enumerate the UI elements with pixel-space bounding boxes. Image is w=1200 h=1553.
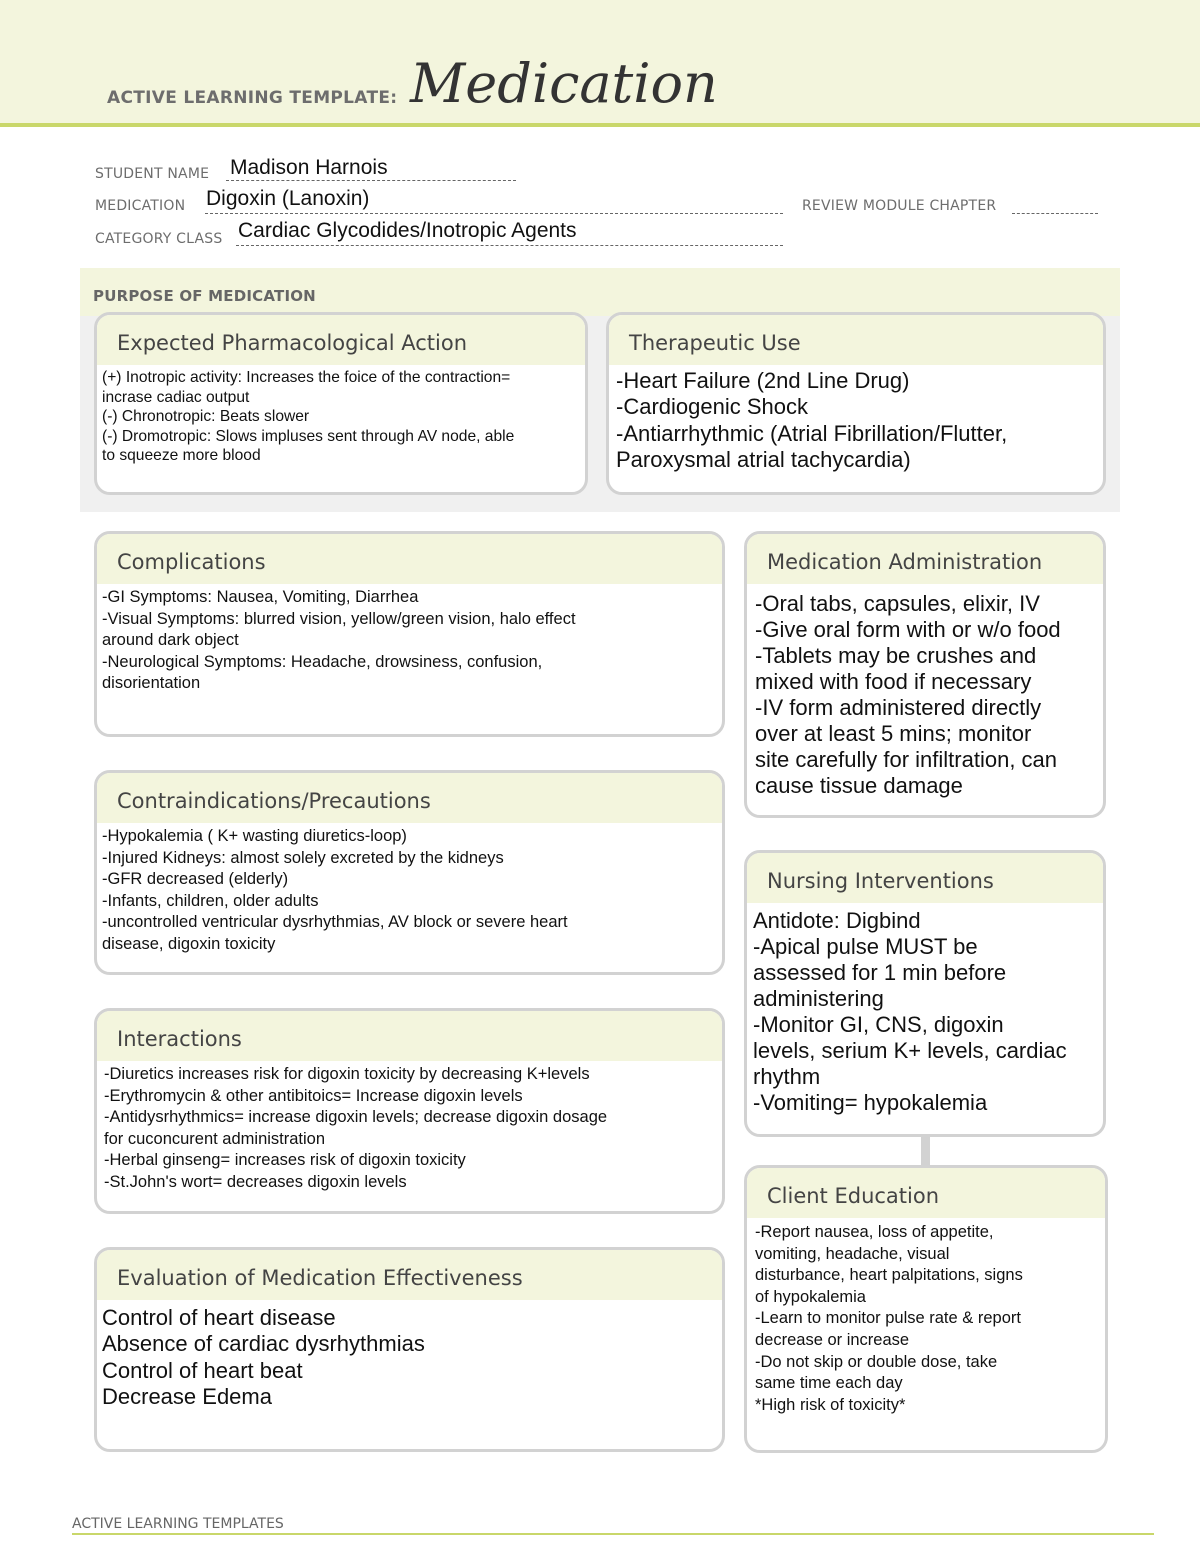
administration-line: -Give oral form with or w/o food [755, 617, 1061, 642]
interactions-content[interactable] [97, 1061, 722, 1194]
therapeutic-use-line: -Cardiogenic Shock [616, 394, 808, 420]
medication-value[interactable]: Digoxin (Lanoxin) [206, 187, 370, 210]
evaluation-line: Control of heart beat [102, 1357, 303, 1383]
student-name-value[interactable]: Madison Harnois [230, 156, 388, 179]
nursing-line: assessed for 1 min before [753, 960, 1007, 985]
education-title: Client Education [747, 1168, 1105, 1218]
interactions-line: -St.John's wort= decreases digoxin levels [104, 1172, 407, 1191]
nursing-title: Nursing Interventions [747, 853, 1103, 903]
education-content[interactable] [747, 1218, 1105, 1416]
complications-line: around dark object [102, 631, 239, 650]
evaluation-content[interactable] [97, 1300, 722, 1410]
complications-line: -Neurological Symptoms: Headache, drowsiness, confusion, [102, 652, 543, 671]
nursing-line: rhythm [753, 1064, 821, 1089]
review-module-label: REVIEW MODULE CHAPTER [802, 198, 997, 214]
expected-action-box [94, 312, 588, 495]
education-line: -Learn to monitor pulse rate & report [755, 1309, 1021, 1328]
complications-line: -Visual Symptoms: blurred vision, yellow/green vision, halo effect [102, 609, 576, 628]
contraindications-line: -Injured Kidneys: almost solely excreted by the kidneys [102, 848, 504, 867]
administration-box [744, 531, 1106, 818]
header-rule [0, 123, 1200, 127]
therapeutic-use-line: Paroxysmal atrial tachycardia) [616, 446, 911, 472]
complications-title: Complications [97, 534, 722, 584]
interactions-line: -Erythromycin & other antibitoics= Increase digoxin levels [104, 1086, 523, 1105]
therapeutic-use-content[interactable] [609, 365, 1103, 473]
category-class-label: CATEGORY CLASS [95, 231, 223, 247]
interactions-title: Interactions [97, 1011, 722, 1061]
footer-label: ACTIVE LEARNING TEMPLATES [72, 1516, 284, 1532]
contraindications-line: -Infants, children, older adults [102, 891, 319, 910]
expected-action-line: incrase cadiac output [102, 388, 250, 406]
nursing-line: administering [753, 986, 884, 1011]
education-line: -Do not skip or double dose, take [755, 1352, 998, 1371]
nursing-line: -Apical pulse MUST be [753, 934, 978, 959]
contraindications-box [94, 770, 725, 975]
category-class-line [236, 245, 783, 246]
contraindications-line: -uncontrolled ventricular dysrhythmias, AV block or severe heart [102, 913, 568, 932]
student-name-label: STUDENT NAME [95, 166, 210, 182]
nursing-line: levels, serium K+ levels, cardiac [753, 1038, 1067, 1063]
administration-line: -Tablets may be crushes and [755, 643, 1037, 668]
evaluation-box [94, 1247, 725, 1452]
interactions-line: for cuconcurent administration [104, 1129, 326, 1148]
purpose-label: PURPOSE OF MEDICATION [93, 287, 316, 305]
contraindications-title: Contraindications/Precautions [97, 773, 722, 823]
nursing-line: Antidote: Digbind [753, 908, 921, 933]
education-line: *High risk of toxicity* [755, 1395, 906, 1414]
page-title: Medication [410, 52, 718, 115]
education-line: disturbance, heart palpitations, signs [755, 1266, 1023, 1285]
therapeutic-use-box [606, 312, 1106, 495]
complications-content[interactable] [97, 584, 722, 695]
administration-line: -Oral tabs, capsules, elixir, IV [755, 591, 1040, 616]
complications-box [94, 531, 725, 737]
administration-content[interactable] [747, 584, 1103, 799]
nursing-line: -Vomiting= hypokalemia [753, 1090, 988, 1115]
education-box [744, 1165, 1108, 1453]
interactions-line: -Diuretics increases risk for digoxin toxicity by decreasing K+levels [104, 1065, 590, 1083]
education-line: of hypokalemia [755, 1287, 866, 1306]
student-name-line [226, 180, 516, 181]
administration-line: site carefully for infiltration, can [755, 747, 1058, 772]
expected-action-line: (-) Chronotropic: Beats slower [102, 408, 310, 426]
evaluation-line: Decrease Edema [102, 1383, 272, 1409]
connector-bar [921, 1136, 930, 1166]
review-module-line [1012, 213, 1098, 214]
nursing-line: -Monitor GI, CNS, digoxin [753, 1012, 1004, 1037]
evaluation-title: Evaluation of Medication Effectiveness [97, 1250, 722, 1300]
contraindications-line: disease, digoxin toxicity [102, 934, 276, 953]
education-line: same time each day [755, 1374, 903, 1393]
expected-action-line: (-) Dromotropic: Slows impluses sent through AV node, able [102, 427, 515, 445]
contraindications-line: -GFR decreased (elderly) [102, 870, 289, 889]
medication-line [205, 213, 783, 214]
administration-line: over at least 5 mins; monitor [755, 721, 1032, 746]
contraindications-line: -Hypokalemia ( K+ wasting diuretics-loop) [102, 827, 407, 845]
evaluation-line: Absence of cardiac dysrhythmias [102, 1331, 425, 1357]
education-line: -Report nausea, loss of appetite, [755, 1223, 994, 1241]
category-class-value[interactable]: Cardiac Glycodides/Inotropic Agents [238, 219, 577, 242]
administration-line: mixed with food if necessary [755, 669, 1032, 694]
administration-title: Medication Administration [747, 534, 1103, 584]
footer-rule [72, 1533, 1154, 1535]
education-line: vomiting, headache, visual [755, 1244, 950, 1263]
administration-line: cause tissue damage [755, 773, 963, 798]
therapeutic-use-line: -Antiarrhythmic (Atrial Fibrillation/Flutter, [616, 420, 1008, 446]
education-line: decrease or increase [755, 1330, 910, 1349]
complications-line: disorientation [102, 674, 201, 693]
evaluation-line: Control of heart disease [102, 1305, 336, 1330]
expected-action-content[interactable] [97, 365, 585, 466]
medication-label: MEDICATION [95, 198, 186, 214]
interactions-box [94, 1008, 725, 1214]
interactions-line: -Antidysrhythmics= increase digoxin levels; decrease digoxin dosage [104, 1108, 608, 1127]
expected-action-line: (+) Inotropic activity: Increases the foice of the contraction= [102, 369, 511, 386]
complications-line: -GI Symptoms: Nausea, Vomiting, Diarrhea [102, 588, 419, 606]
expected-action-title: Expected Pharmacological Action [97, 315, 585, 365]
template-label: ACTIVE LEARNING TEMPLATE: [107, 88, 398, 108]
administration-line: -IV form administered directly [755, 695, 1042, 720]
interactions-line: -Herbal ginseng= increases risk of digoxin toxicity [104, 1151, 466, 1170]
therapeutic-use-line: -Heart Failure (2nd Line Drug) [616, 368, 910, 393]
nursing-content[interactable] [747, 903, 1103, 1116]
nursing-box [744, 850, 1106, 1137]
contraindications-content[interactable] [97, 823, 722, 956]
expected-action-line: to squeeze more blood [102, 447, 261, 465]
therapeutic-use-title: Therapeutic Use [609, 315, 1103, 365]
